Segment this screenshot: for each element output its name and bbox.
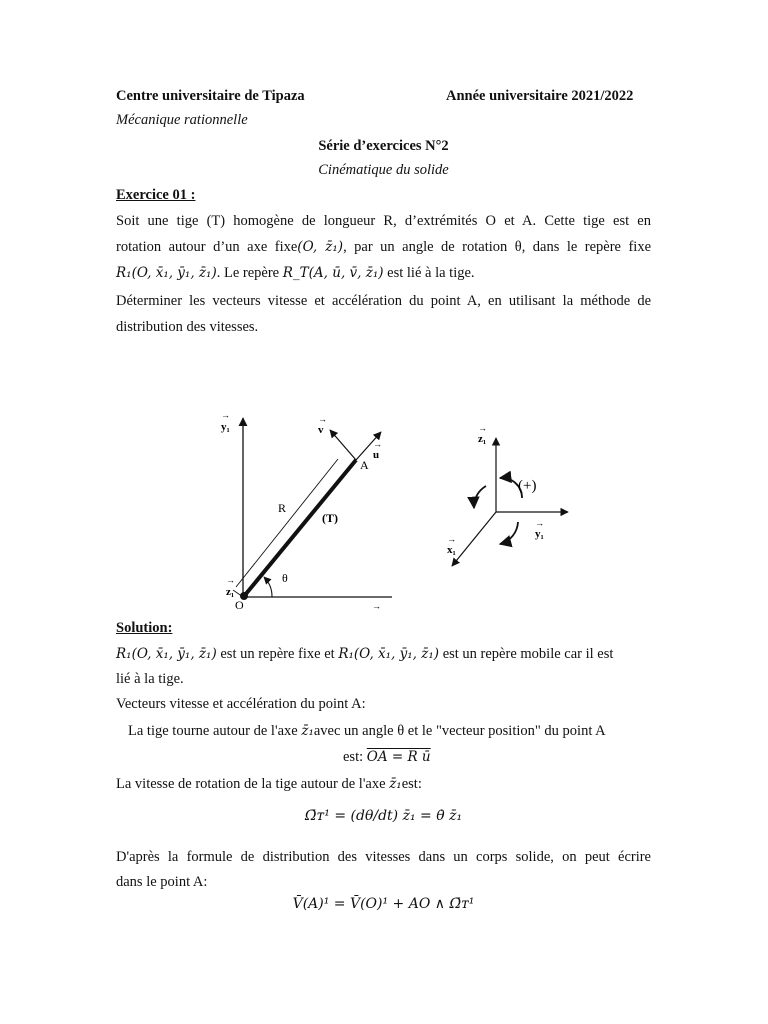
right-y1-label: y₁ — [535, 528, 544, 540]
rotation-arc-bottom — [500, 522, 518, 544]
solution-line: Vecteurs vitesse et accélération du point A: — [116, 696, 366, 712]
positive-direction-label: (+) — [518, 478, 537, 494]
exercise-paragraph-line: R₁(O, x̄₁, ȳ₁, z̄₁). Le repère R_T(A, ū, v̄, z̄₁) est lié à la tige. — [116, 265, 475, 281]
svg-text:→: → — [478, 423, 487, 433]
frame-r1-expression: R₁(O, x̄₁, ȳ₁, z̄₁) — [116, 265, 217, 281]
solution-line: R₁(O, x̄₁, ȳ₁, z̄₁) est un repère fixe et R₁(O, x̄₁, ȳ₁, z̄₁) est un repère mobile car il est — [116, 646, 614, 662]
svg-text:→: → — [535, 518, 544, 528]
rotation-velocity-equation: Ω̄ᴛ¹ = (dθ/dt) z̄₁ = θ̇ z̄₁ — [304, 808, 463, 824]
solution-line: dans le point A: — [116, 874, 208, 890]
right-x1-axis — [452, 512, 496, 566]
svg-text:→: → — [373, 439, 382, 449]
exercise-paragraph-line: rotation autour d’un axe fixe(O, z̄₁), par un angle de rotation θ, dans le repère fixe — [116, 239, 652, 255]
academic-year: Année universitaire 2021/2022 — [446, 88, 634, 104]
solution-line: La tige tourne autour de l'axe z̄₁avec un angle θ et le "vecteur position" du point A — [128, 723, 606, 739]
series-title: Série d’exercices N°2 — [318, 138, 449, 154]
solution-line: lié à la tige. — [116, 671, 184, 687]
theta-arc — [264, 577, 272, 597]
solution-heading: Solution: — [116, 620, 173, 636]
course-title: Mécanique rationnelle — [116, 112, 248, 128]
u-label: u — [373, 449, 380, 461]
svg-text:→: → — [318, 414, 327, 424]
right-x1-label: x₁ — [447, 544, 456, 556]
svg-text:→: → — [221, 410, 230, 420]
rotation-arc-left — [474, 486, 486, 508]
t-label: (T) — [322, 511, 338, 525]
svg-text:→: → — [372, 601, 381, 611]
a-label: A — [360, 458, 369, 472]
solution-line: La vitesse de rotation de la tige autour de l'axe z̄₁est: — [116, 776, 422, 792]
exercise-heading: Exercice 01 : — [116, 187, 196, 203]
exercise-paragraph-line: distribution des vitesses. — [116, 319, 259, 335]
frame-rt-expression: R_T(A, ū, v̄, z̄₁) — [282, 265, 384, 281]
v-vector — [330, 430, 356, 460]
exercise-paragraph-line: Soit une tige (T) homogène de longueur R, d’extrémités O et A. Cette tige est en — [116, 213, 651, 229]
institution-name: Centre universitaire de Tipaza — [116, 88, 305, 104]
exercise-paragraph-line: Déterminer les vecteurs vitesse et accélération du point A, en utilisant la méthode de — [116, 293, 651, 309]
theta-label: θ — [282, 571, 288, 585]
rod-t — [245, 460, 356, 595]
axis-expression: (O, z̄₁) — [297, 239, 344, 255]
svg-text:→: → — [447, 534, 456, 544]
z1-label: z₁ — [226, 586, 235, 598]
svg-text:→: → — [226, 575, 235, 585]
r-label: R — [278, 501, 287, 515]
o-label: O — [235, 598, 244, 612]
y1-label: y₁ — [221, 421, 230, 433]
velocity-distribution-equation: V̄(A)¹ = V̄(O)¹ + AO ∧ Ω̄ᴛ¹ — [292, 896, 475, 912]
v-label: v — [318, 424, 324, 436]
solution-line: D'après la formule de distribution des vitesses dans un corps solide, on peut écrire — [116, 849, 651, 865]
solution-line: est: OA = R ū — [343, 749, 431, 765]
right-z1-label: z₁ — [478, 433, 487, 445]
series-subtitle: Cinématique du solide — [318, 162, 449, 178]
